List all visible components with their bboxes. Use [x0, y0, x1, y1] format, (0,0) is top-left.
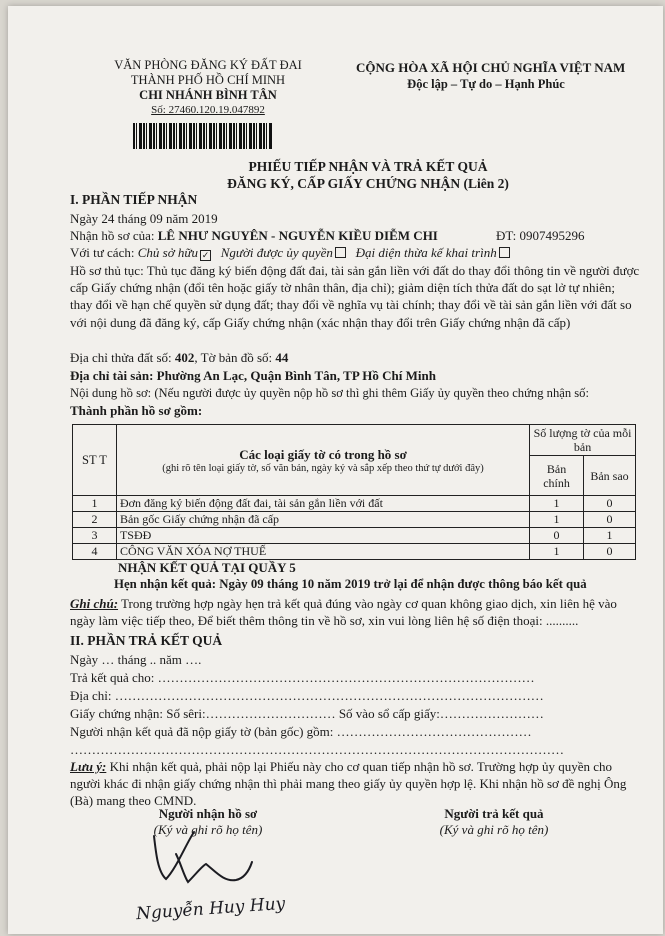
- return-date: Ngày … tháng .. năm ….: [70, 652, 202, 667]
- row-stt: 3: [73, 528, 117, 544]
- title-line-1: PHIẾU TIẾP NHẬN VÀ TRẢ KẾT QUẢ: [248, 159, 488, 174]
- document-page: [8, 6, 663, 934]
- row-original: 0: [530, 528, 584, 544]
- footer-note-text: Khi nhận kết quả, phải nộp lại Phiếu này cho cơ quan tiếp nhận hồ sơ. Trường hợp ủy quyền cho người khác đi nhận giấy chứng nhận thì phải mang theo giấy ủy quyền hợp lệ. Khi nhận hồ sơ đề nghị Ông (Bà) mang theo CMND.: [70, 759, 627, 808]
- result-appointment: Hẹn nhận kết quả: Ngày 09 tháng 10 năm 2019 trở lại để nhận được thông báo kết quả: [114, 577, 587, 591]
- section-1-heading: I. PHẦN TIẾP NHẬN: [70, 192, 198, 207]
- header-original: Bản chính: [530, 456, 584, 496]
- row-stt: 4: [73, 544, 117, 560]
- receiver-title: Người nhận hồ sơ: [158, 806, 258, 821]
- return-to: Trả kết quả cho: ……………………………………………………………………………: [70, 670, 535, 685]
- signature-scribble: [136, 824, 266, 894]
- row-doc-name: TSĐĐ: [116, 528, 529, 544]
- barcode: [133, 123, 273, 149]
- role-line: [70, 245, 510, 261]
- role-owner: Chủ sở hữu: [137, 245, 198, 260]
- asset-address: Phường An Lạc, Quận Bình Tân, TP Hồ Chí Minh: [156, 368, 436, 383]
- receiver-sign-note: (Ký và ghi rõ họ tên): [153, 822, 263, 837]
- returner-title: Người trả kết quả: [444, 806, 544, 821]
- receiver-label: Nhận hồ sơ của:: [70, 228, 158, 243]
- asset-address-label: Địa chỉ tài sản:: [70, 368, 157, 383]
- content-note: Nội dung hồ sơ: (Nếu người được ủy quyền nộp hồ sơ thì ghi thêm Giấy ủy quyền theo chứng nhận số:: [70, 386, 589, 400]
- row-stt: 2: [73, 512, 117, 528]
- submitted-docs: Người nhận kết quả đã nộp giấy tờ (bản gốc) gồm: ………………………………………: [70, 724, 532, 739]
- row-copy: 0: [584, 496, 636, 512]
- returner-signature-block: [404, 806, 584, 838]
- receive-date: Ngày 24 tháng 09 năm 2019: [70, 211, 218, 226]
- row-copy: 0: [584, 544, 636, 560]
- office-line-3: CHI NHÁNH BÌNH TÂN: [139, 88, 277, 102]
- footer-note-label: Lưu ý:: [70, 759, 107, 774]
- return-address: Địa chỉ: ………………………………………………………………………………………: [70, 688, 544, 703]
- header-copy: Bản sao: [584, 456, 636, 496]
- header-docs-note: (ghi rõ tên loại giấy tờ, số văn bản, ngày ký và sắp xếp theo thứ tự dưới đây): [162, 462, 484, 474]
- parcel-label: Địa chỉ thửa đất số:: [70, 350, 175, 365]
- table-row: [73, 544, 636, 560]
- receiver-name: LÊ NHƯ NGUYÊN - NGUYỄN KIỀU DIỄM CHI: [157, 228, 438, 243]
- asset-address-line: [70, 368, 436, 384]
- document-number: Số: 27460.120.19.047892: [151, 104, 265, 116]
- phone-number: ĐT: 0907495296: [496, 228, 585, 243]
- title-line-2: ĐĂNG KÝ, CẤP GIẤY CHỨNG NHẬN (Liên 2): [227, 176, 509, 191]
- office-line-1: VĂN PHÒNG ĐĂNG KÝ ĐẤT ĐAI: [114, 58, 302, 72]
- row-copy: 1: [584, 528, 636, 544]
- footer-note: [70, 758, 642, 809]
- documents-table: [72, 424, 636, 560]
- receiver-line: [70, 228, 438, 244]
- row-doc-name: Đơn đăng ký biến động đất đai, tài sản gắn liền với đất: [116, 496, 529, 512]
- table-row: [73, 512, 636, 528]
- office-line-2: THÀNH PHỐ HỒ CHÍ MINH: [130, 73, 286, 87]
- role-label: Với tư cách:: [70, 245, 138, 260]
- parcel-number: 402: [174, 350, 195, 365]
- parcel-line: [70, 350, 288, 366]
- row-doc-name: Bản gốc Giấy chứng nhận đã cấp: [116, 512, 529, 528]
- section-2-heading: II. PHẦN TRẢ KẾT QUẢ: [70, 633, 223, 648]
- header-docs-title: Các loại giấy tờ có trong hồ sơ: [239, 446, 407, 462]
- certificate-line: Giấy chứng nhận: Số sêri:………………………… Số vào sổ cấp giấy:……………………: [70, 706, 544, 721]
- national-header: [356, 60, 626, 92]
- components-heading: Thành phần hồ sơ gồm:: [70, 403, 203, 418]
- result-note: [70, 595, 642, 629]
- header-qty: Số lượng tờ của mỗi bản: [530, 425, 636, 456]
- row-doc-name: CÔNG VĂN XÓA NỢ THUẾ: [116, 544, 529, 560]
- receiver-handwritten-name: Nguyễn Huy Huy: [135, 893, 286, 925]
- table-header-row: [73, 425, 636, 456]
- checkbox-owner-checked: ✓: [201, 250, 210, 260]
- row-copy: 0: [584, 512, 636, 528]
- issuing-office: [78, 58, 338, 118]
- returner-sign-note: (Ký và ghi rõ họ tên): [439, 822, 549, 837]
- row-stt: 1: [73, 496, 117, 512]
- map-label: , Tờ bản đồ số:: [194, 350, 276, 365]
- header-stt: ST T: [73, 425, 117, 496]
- row-original: 1: [530, 512, 584, 528]
- dots-line: ……………………………………………………………………………………………………: [70, 742, 564, 757]
- table-row: [73, 528, 636, 544]
- document-title: [158, 158, 578, 192]
- row-original: 1: [530, 496, 584, 512]
- map-number: 44: [275, 350, 289, 365]
- header-docs: [116, 425, 529, 496]
- procedure-text: Hồ sơ thủ tục: Thủ tục đăng ký biến động đất đai, tài sản gắn liền với đất do thay đổi thông tin về người được cấp Giấy chứng nhận (đổi tên hoặc giấy tờ nhân thân, địa chỉ); giảm diện tích thửa đất do sạt lở tự nhiên; thay đổi về hạn chế quyền sử dụng đất; thay đổi về nghĩa vụ tài chính; thay đổi về tài sản gắn liền với đất so với nội dung đã đăng ký, cấp Giấy chứng nhận (xác nhận thay đổi trên Giấy chứng nhận đã cấp): [70, 263, 640, 330]
- result-note-text: Trong trường hợp ngày hẹn trả kết quả đúng vào ngày cơ quan không giao dịch, xin liên hệ vào ngày làm việc tiếp theo, Để biết thêm thông tin về hồ sơ, xin vui lòng liên hệ số điện thoại: ..........: [70, 596, 617, 628]
- row-original: 1: [530, 544, 584, 560]
- national-motto: Độc lập – Tự do – Hạnh Phúc: [407, 77, 565, 91]
- national-title: CỘNG HÒA XÃ HỘI CHỦ NGHĨA VIỆT NAM: [356, 60, 626, 75]
- result-counter: NHẬN KẾT QUẢ TẠI QUẦY 5: [118, 560, 296, 575]
- role-heir: Đại diện thừa kế khai trình: [355, 245, 497, 260]
- role-authorized: Người được ủy quyền: [220, 245, 333, 260]
- result-note-label: Ghi chú:: [70, 596, 119, 611]
- table-row: [73, 496, 636, 512]
- checkbox-heir: [499, 247, 510, 258]
- checkbox-authorized: [335, 247, 346, 258]
